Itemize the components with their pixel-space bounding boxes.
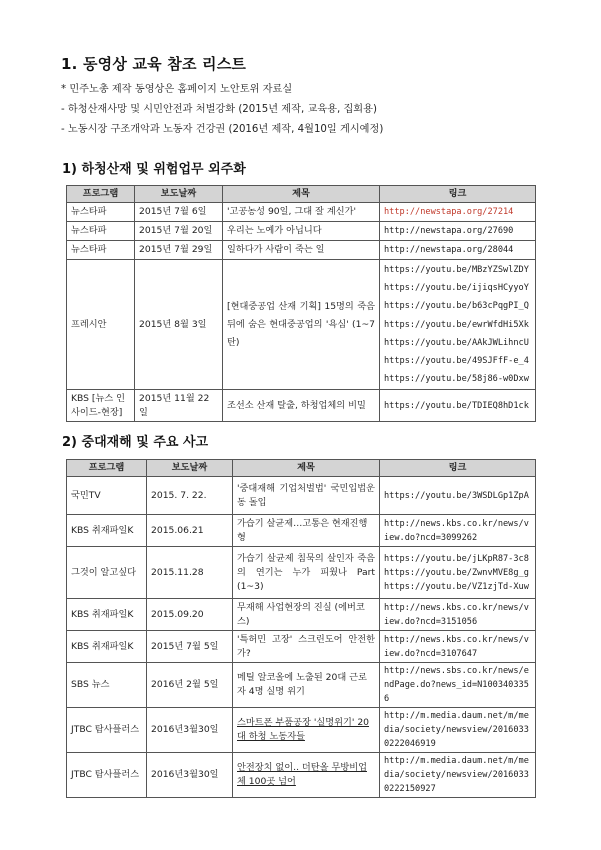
title-cell: '특허민 고장' 스크린도어 안전한가?: [233, 631, 380, 663]
program-cell: SBS 뉴스: [67, 663, 147, 708]
date-cell: 2016년 2월 5일: [147, 663, 233, 708]
table-row: [67, 753, 536, 798]
table-row: [67, 222, 536, 241]
link-cell[interactable]: http://newstapa.org/27690: [380, 222, 536, 241]
date-cell: 2015.09.20: [147, 599, 233, 631]
table-outsourcing: [66, 185, 536, 422]
link-cell[interactable]: https://youtu.be/TDIEQ8hD1ck: [380, 390, 536, 422]
note-line: - 하청산재사망 및 시민안전과 처벌강화 (2015년 제작, 교육용, 집회용): [61, 104, 377, 115]
title-link[interactable]: 안전장치 없이.. 더탄올 무방비업체 100곳 넘어: [237, 762, 367, 787]
table-row: [67, 477, 536, 515]
date-cell: 2016년3월30일: [147, 753, 233, 798]
link-cell[interactable]: http://m.media.daum.net/m/media/society/newsview/20160330222046919: [380, 708, 536, 753]
column-header: 보도날짜: [135, 186, 223, 203]
link-cell[interactable]: https://youtu.be/jLKpR87-3c8 https://youtu.be/ZwnvMVE8g_g https://youtu.be/VZ1zjTd-Xuw: [380, 547, 536, 599]
section-title: 1) 하청산재 및 위험업무 외주화: [62, 162, 246, 177]
program-cell: KBS [뉴스 인사이드-현장]: [67, 390, 135, 422]
link-cell[interactable]: http://newstapa.org/27214: [380, 203, 536, 222]
date-cell: 2015년 8월 3일: [135, 260, 223, 390]
program-cell: 뉴스타파: [67, 203, 135, 222]
note-line: - 노동시장 구조개악과 노동자 건강권 (2016년 제작, 4월10일 게시예정): [61, 124, 384, 135]
program-cell: JTBC 탐사플러스: [67, 708, 147, 753]
section-title: 2) 중대재해 및 주요 사고: [62, 435, 209, 450]
program-cell: KBS 취재파일K: [67, 599, 147, 631]
video-link[interactable]: https://youtu.be/ijiqsHCyyoY: [384, 283, 529, 294]
date-cell: 2016년3월30일: [147, 708, 233, 753]
date-cell: 2015년 11월 22일: [135, 390, 223, 422]
title-link[interactable]: 스마트폰 부품공장 '실명위기' 20대 하청 노동자들: [237, 717, 370, 742]
date-cell: 2015.06.21: [147, 515, 233, 547]
table-row: [67, 599, 536, 631]
column-header: 프로그램: [67, 460, 147, 477]
program-cell: KBS 취재파일K: [67, 515, 147, 547]
date-cell: 2015년 7월 20일: [135, 222, 223, 241]
title-cell: 가습기 살균제…고통은 현재진행형: [233, 515, 380, 547]
link-cell[interactable]: https://youtu.be/3WSDLGp1ZpA: [380, 477, 536, 515]
video-link[interactable]: https://youtu.be/MBzYZSwlZDY: [384, 265, 529, 275]
video-link[interactable]: https://youtu.be/58j86-w0Dxw: [384, 374, 529, 385]
table-header-row: [67, 460, 536, 477]
program-cell: 뉴스타파: [67, 222, 135, 241]
link-cell[interactable]: http://news.kbs.co.kr/news/view.do?ncd=3099262: [380, 515, 536, 547]
link-cell[interactable]: http://news.kbs.co.kr/news/view.do?ncd=3151056: [380, 599, 536, 631]
table-header-row: [67, 186, 536, 203]
date-cell: 2015년 7월 29일: [135, 241, 223, 260]
column-header: 제목: [223, 186, 380, 203]
link-cell[interactable]: http://news.sbs.co.kr/news/endPage.do?news_id=N1003403356: [380, 663, 536, 708]
table-row: [67, 203, 536, 222]
title-cell: 메틸 알코올에 노출된 20대 근로자 4명 실명 위기: [233, 663, 380, 708]
program-cell: KBS 취재파일K: [67, 631, 147, 663]
table-major-accidents: [66, 459, 536, 798]
column-header: 링크: [380, 186, 536, 203]
table-row: [67, 515, 536, 547]
note-line: * 민주노총 제작 동영상은 홈페이지 노안토위 자료실: [61, 84, 293, 95]
title-cell: 가습기 살균제 침묵의 살인자 죽음의 연기는 누가 피웠나 Part (1~3): [233, 547, 380, 599]
link-cell[interactable]: http://news.kbs.co.kr/news/view.do?ncd=3107647: [380, 631, 536, 663]
date-cell: 2015. 7. 22.: [147, 477, 233, 515]
program-cell: 그것이 알고싶다: [67, 547, 147, 599]
title-cell: 우리는 노예가 아닙니다: [223, 222, 380, 241]
page-title: 1. 동영상 교육 참조 리스트: [61, 55, 247, 73]
video-link[interactable]: https://youtu.be/b63cPqgPI_Q: [384, 301, 529, 312]
link-cell[interactable]: http://newstapa.org/28044: [380, 241, 536, 260]
program-cell: 프레시안: [67, 260, 135, 390]
table-row: [67, 547, 536, 599]
table-row: [67, 390, 536, 422]
column-header: 프로그램: [67, 186, 135, 203]
title-cell: '고공농성 90일, 그대 잘 계신가': [223, 203, 380, 222]
video-link[interactable]: https://youtu.be/49SJFfF-e_4: [384, 356, 529, 367]
column-header: 제목: [233, 460, 380, 477]
title-cell: [현대중공업 산재 기획] 15명의 죽음 뒤에 숨은 현대중공업의 '욕심' (1~7탄): [223, 260, 380, 390]
date-cell: 2015년 7월 5일: [147, 631, 233, 663]
title-cell: [233, 708, 380, 753]
program-cell: JTBC 탐사플러스: [67, 753, 147, 798]
date-cell: 2015년 7월 6일: [135, 203, 223, 222]
title-cell: 조선소 산재 탈출, 하청업체의 비밀: [223, 390, 380, 422]
video-link[interactable]: https://youtu.be/AAkJWLihncU: [384, 337, 529, 348]
link-cell[interactable]: http://m.media.daum.net/m/media/society/newsview/20160330222150927: [380, 753, 536, 798]
link-list-cell: [380, 260, 536, 390]
video-link[interactable]: https://youtu.be/ewrWfdHi5Xk: [384, 319, 529, 330]
title-cell: 일하다가 사람이 죽는 일: [223, 241, 380, 260]
program-cell: 뉴스타파: [67, 241, 135, 260]
table-row: [67, 631, 536, 663]
date-cell: 2015.11.28: [147, 547, 233, 599]
program-cell: 국민TV: [67, 477, 147, 515]
table-row: [67, 260, 536, 390]
title-cell: '중대재해 기업처벌법' 국민입법운동 돌입: [233, 477, 380, 515]
title-cell: [233, 753, 380, 798]
title-cell: 무재해 사업현장의 진실 (에버코스): [233, 599, 380, 631]
column-header: 보도날짜: [147, 460, 233, 477]
table-row: [67, 241, 536, 260]
table-row: [67, 663, 536, 708]
table-row: [67, 708, 536, 753]
column-header: 링크: [380, 460, 536, 477]
